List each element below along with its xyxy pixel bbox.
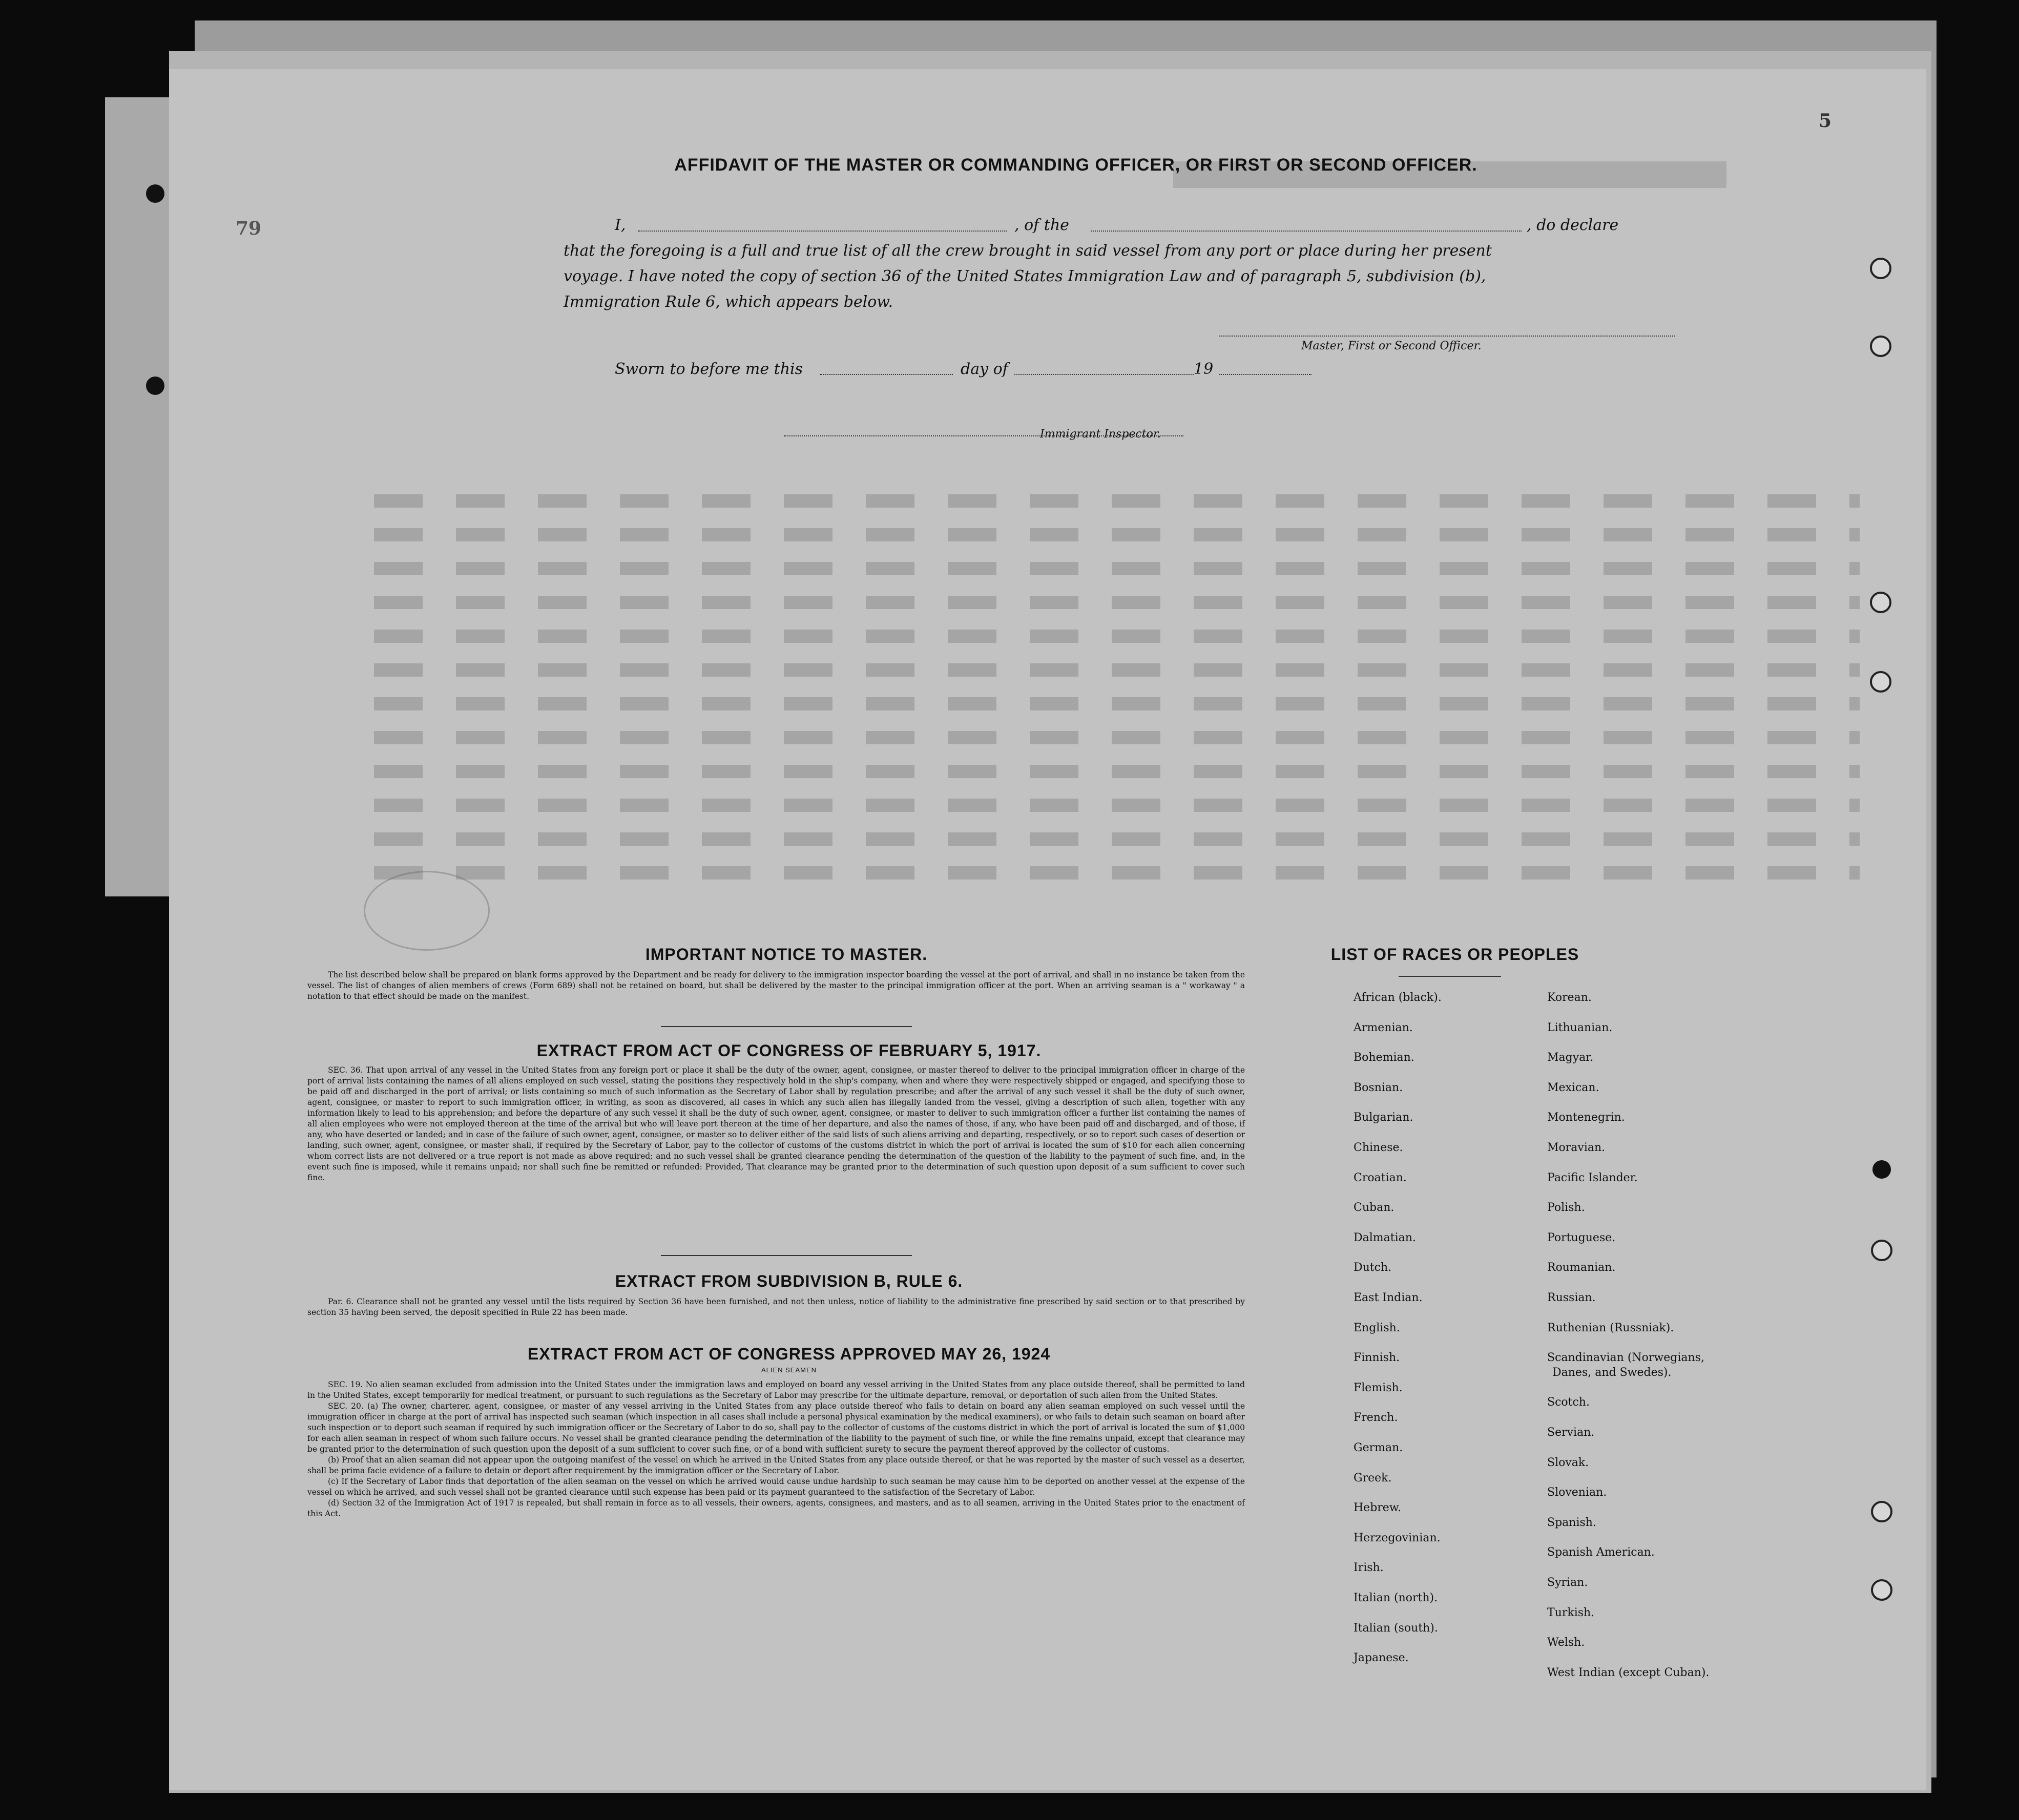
race-item: West Indian (except Cuban). (1547, 1666, 1710, 1679)
race-item: Armenian. (1354, 1021, 1413, 1034)
notice-text: The list described below shall be prepared on blank forms approved by the Department and be ready for delivery to the immigration inspector boarding the vessel at the port of arrival, and shall in no instance be taken from the vessel. The list of changes of alien members of crews (Form 689) shall not be retained on board, but shall be delivered by the master to the principal immigration officer at the port. When an arriving seaman is a " workaway " a notation to that effect should be made on the manifest. (307, 970, 1245, 1001)
races-left-column (1354, 991, 1533, 1760)
race-item: Roumanian. (1547, 1261, 1616, 1274)
extract-1924-subtitle: ALIEN SEAMEN (761, 1366, 817, 1374)
race-item: Italian (south). (1354, 1621, 1438, 1635)
race-item: Scotch. (1547, 1396, 1590, 1409)
race-item: English. (1354, 1321, 1400, 1334)
race-item: Japanese. (1354, 1651, 1409, 1665)
race-item: Danes, and Swedes). (1552, 1366, 1672, 1379)
races-title: LIST OF RACES OR PEOPLES (1330, 945, 1579, 964)
affidavit-i: I, (615, 216, 626, 234)
race-item: Herzegovinian. (1354, 1531, 1441, 1544)
signature-label: Master, First or Second Officer. (1301, 340, 1482, 352)
race-item: Magyar. (1547, 1051, 1594, 1064)
race-item: Bulgarian. (1354, 1111, 1413, 1124)
bleed-through-rows (169, 494, 1926, 930)
punch-hole (1870, 258, 1891, 279)
race-item: Chinese. (1354, 1141, 1403, 1154)
affidavit-title: AFFIDAVIT OF THE MASTER OR COMMANDING OFFICER, OR FIRST OR SECOND OFFICER. (674, 155, 1477, 175)
race-item: Hebrew. (1354, 1501, 1402, 1515)
affidavit-of-the: , of the (1014, 216, 1069, 234)
race-item: Flemish. (1354, 1381, 1403, 1394)
race-item: Moravian. (1547, 1141, 1606, 1154)
rule-6-text: Par. 6. Clearance shall not be granted any vessel until the lists required by Section 36 have been furnished, and not then unless, notice of liability to the administrative fine prescribed by said section or to that prescribed by section 35 having been served, the deposit specified in Rule 22 has been made. (307, 1297, 1245, 1317)
race-item: Montenegrin. (1547, 1111, 1625, 1124)
race-item: Syrian. (1547, 1576, 1588, 1589)
race-item: Croatian. (1354, 1171, 1407, 1184)
race-item: Turkish. (1547, 1606, 1595, 1619)
race-item: French. (1354, 1411, 1398, 1425)
race-item: Portuguese. (1547, 1231, 1616, 1244)
race-item: African (black). (1354, 991, 1442, 1004)
race-item: Italian (north). (1354, 1592, 1438, 1604)
race-item: Dutch. (1354, 1261, 1392, 1274)
race-item: Welsh. (1547, 1636, 1585, 1649)
document-page (169, 69, 1926, 1790)
race-item: Servian. (1547, 1426, 1595, 1439)
punch-hole (1871, 1240, 1892, 1261)
race-item: East Indian. (1354, 1291, 1423, 1304)
race-item: Pacific Islander. (1547, 1171, 1638, 1184)
punch-hole (1871, 1501, 1892, 1522)
punch-hole (1870, 671, 1891, 693)
faded-stamp (364, 871, 490, 951)
affidavit-line-3: voyage. I have noted the copy of section 36 of the United States Immigration Law and of paragraph 5, subdivision (b), (564, 267, 1486, 285)
punch-hole (1871, 1579, 1892, 1601)
race-item: Spanish. (1547, 1516, 1596, 1529)
punch-hole (1870, 336, 1891, 357)
race-item: Scandinavian (Norwegians, (1547, 1351, 1704, 1365)
sworn-year: 19 (1194, 360, 1214, 378)
extract-1917-text: SEC. 36. That upon arrival of any vessel in the United States from any foreign port or place it shall be the duty of the owner, agent, consignee, or master thereof to deliver to the principal immigration officer in charge of the port of arrival lists containing the names of all aliens employed on such vessel, stating the positions they respectively hold in the ship's company, when and where they were respectively shipped or engaged, and specifying those to be paid off and discharged in the port of arrival; or lists containing so much of such information as the Secretary of Labor shall by regulation prescribe; and after the arrival of any such vessel it shall be the duty of such owner, agent, consignee, or master to report to such immigration officer, in writing, as soon as discovered, all cases in which any such alien has illegally landed from the vessel, giving a description of such alien, together with any information likely to lead to his apprehension; and before the departure of any such vessel it shall be the duty of such owner, agent, consignee, or master to deliver to such immigration officer a further list containing the names of all alien employees who were not employed thereon at the time of the arrival but who will leave port thereon at the time of her departure, and also the names of those, if any, who have been paid off and discharged, and of those, if any, who have deserted or landed; and in case of the failure of such owner, agent, consignee, or master so to deliver either of the said lists of such aliens arriving and departing, respectively, or so to report such cases of desertion or landing, such owner, agent, consignee, or master shall, if required by the Secretary of Labor, pay to the collector of customs of the customs district in which the port of arrival is located the sum of $10 for each alien concerning whom correct lists are not delivered or a true report is not made as above required; and no such vessel shall be granted clearance pending the determination of the question of the liability to the payment of such fine, and, in the event such fine is imposed, while it remains unpaid; nor shall such fine be remitted or refunded: Provided, That clearance may be granted prior to the determination of such question upon deposit of a sum sufficient to cover such fine. (307, 1065, 1245, 1182)
sworn-text: Sworn to before me this (615, 360, 803, 378)
race-item: Slovenian. (1547, 1486, 1607, 1499)
punch-hole (1872, 1160, 1891, 1179)
race-item: Russian. (1547, 1291, 1596, 1304)
affidavit-line-4: Immigration Rule 6, which appears below. (564, 293, 893, 311)
extract-1917-title: EXTRACT FROM ACT OF CONGRESS OF FEBRUARY 5, 1917. (536, 1041, 1042, 1060)
race-item: German. (1354, 1441, 1403, 1454)
race-item: Slovak. (1547, 1456, 1589, 1469)
notice-title: IMPORTANT NOTICE TO MASTER. (645, 945, 928, 964)
binding-hole (146, 376, 164, 395)
race-item: Bohemian. (1354, 1051, 1414, 1064)
extract-1924-text: SEC. 19. No alien seaman excluded from admission into the United States under the immigration laws and employed on board any vessel arriving in the United States from any place outside thereof, shall be permitted to land in the United States, except temporarily for medical treatment, or pursuant to such regulations as the Secretary of Labor may prescribe for the ultimate departure, removal, or deportation of such alien from the United States. SEC. 20. (a) The owner, charterer, agent, consignee, or master of any vessel arriving in the United States from any place outside thereof who fails to detain on board any alien seaman employed on such vessel until the immigration officer in charge at the port of arrival has inspected such seaman (which inspection in all cases shall include a personal physical examination by the medical examiners), or who fails to detain such seaman on board after such inspection or to deport such seaman if required by such immigration officer or the Secretary of Labor to do so, shall pay to the collector of customs of the customs district in which the port of arrival is located the sum of $1,000 for each alien seaman in respect of whom such failure occurs. No vessel shall be granted clearance pending the determination of the liability to the payment of such fine, or while the fine remains unpaid, except that clearance may be granted prior to the determination of such question upon the deposit of a sum sufficient to cover such fine, or of a bond with sufficient surety to secure the payment thereof approved by the collector of customs. (b) Proof that an alien seaman did not appear upon the outgoing manifest of the vessel on which he arrived in the United States from any place outside thereof, or that he was reported by the master of such vessel as a deserter, shall be prima facie evidence of a failure to detain or deport after requirement by the immigration officer or the Secretary of Labor. (c) If the Secretary of Labor finds that deportation of the alien seaman on the vessel on which he arrived would cause undue hardship to such seaman he may cause him to be deported on another vessel at the expense of the vessel on which he arrived, and such vessel shall not be granted clearance until such expense has been paid or its payment guaranteed to the satisfaction of the Secretary of Labor. (d) Section 32 of the Immigration Act of 1917 is repealed, but shall remain in force as to all vessels, their owners, agents, consignees, and masters, and as to all seamen, arriving in the United States prior to the enactment of this Act. (307, 1380, 1245, 1518)
page-number: 79 (236, 218, 262, 239)
race-item: Greek. (1354, 1471, 1392, 1484)
affidavit-declare: , do declare (1527, 216, 1619, 234)
race-item: Finnish. (1354, 1351, 1400, 1365)
inspector-label: Immigrant Inspector. (1040, 428, 1161, 441)
race-item: Korean. (1547, 991, 1592, 1004)
race-item: Dalmatian. (1354, 1231, 1416, 1244)
race-item: Cuban. (1354, 1201, 1394, 1215)
race-item: Polish. (1547, 1201, 1585, 1215)
race-item: Ruthenian (Russniak). (1547, 1321, 1674, 1334)
extract-1924-title: EXTRACT FROM ACT OF CONGRESS APPROVED MAY 26, 1924 (527, 1345, 1051, 1363)
sworn-day-of: day of (961, 360, 1008, 378)
race-item: Bosnian. (1354, 1081, 1403, 1094)
race-item: Spanish American. (1547, 1546, 1655, 1559)
rule-6-title: EXTRACT FROM SUBDIVISION B, RULE 6. (615, 1272, 963, 1290)
corner-mark: 5 (1819, 110, 1832, 132)
punch-hole (1870, 592, 1891, 613)
races-right-column (1547, 991, 1814, 1760)
race-item: Mexican. (1547, 1081, 1599, 1094)
binding-hole (146, 184, 164, 203)
affidavit-line-2: that the foregoing is a full and true list of all the crew brought in said vessel from any port or place during her present (564, 242, 1492, 260)
race-item: Irish. (1354, 1561, 1384, 1575)
race-item: Lithuanian. (1547, 1021, 1613, 1034)
